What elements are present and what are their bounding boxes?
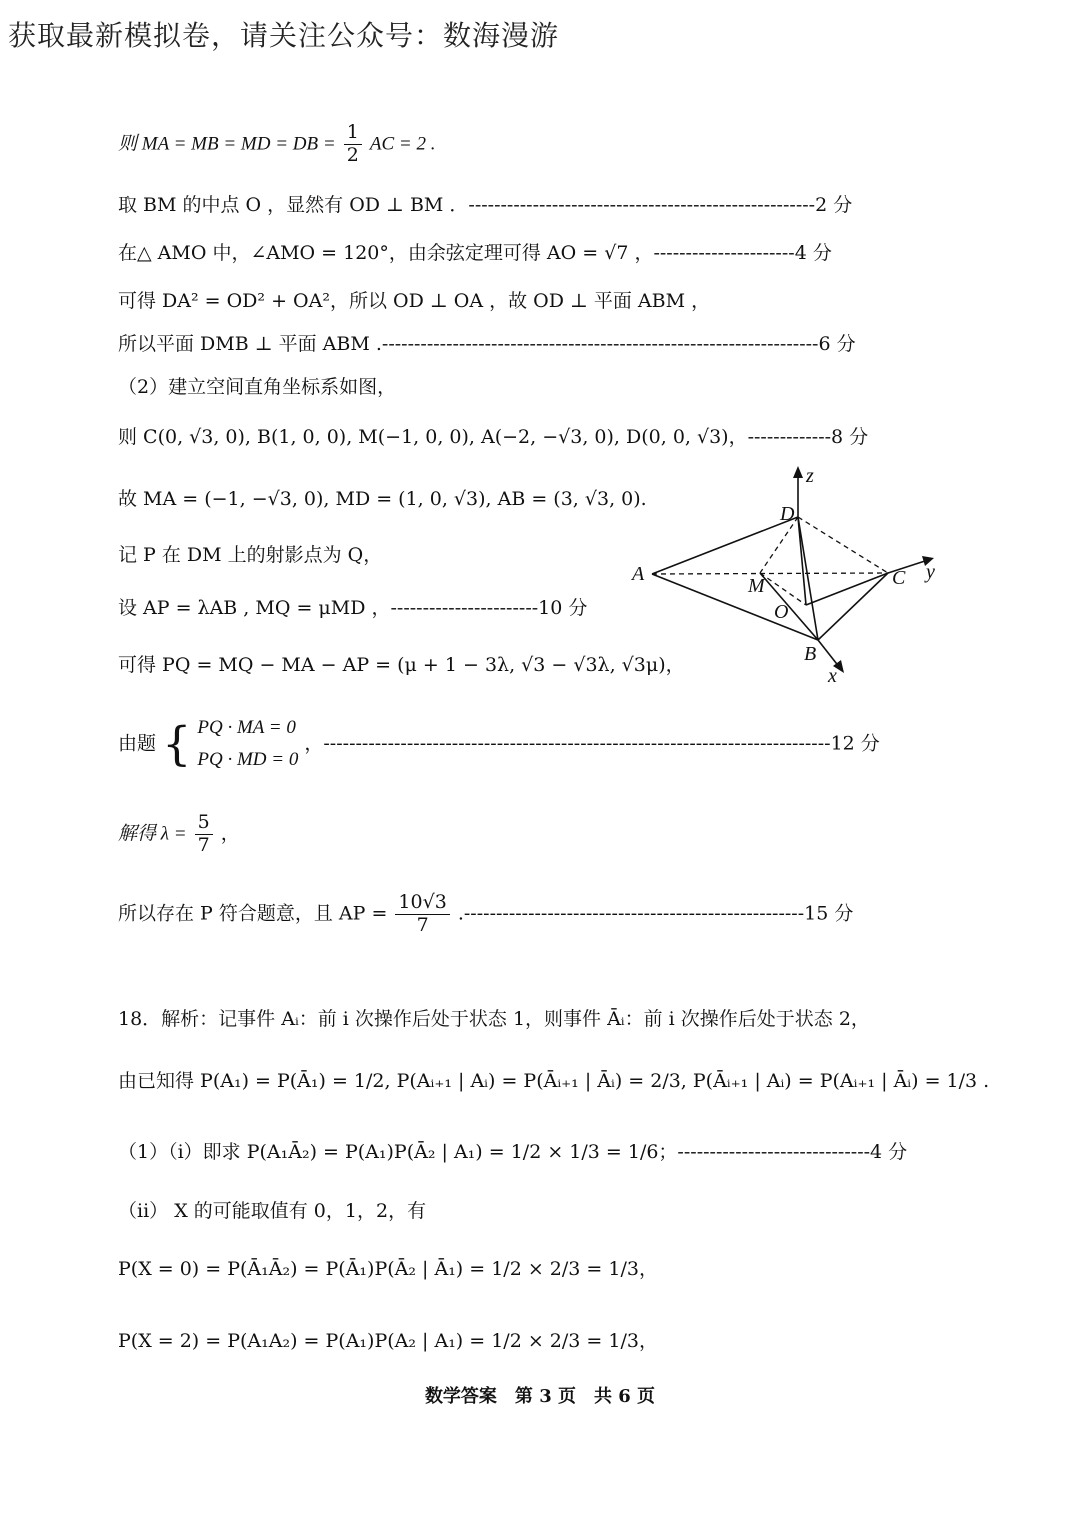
line-4: 可得 DA² = OD² + OA²，所以 OD ⊥ OA ，故 OD ⊥ 平面 ABM ，	[118, 290, 711, 312]
line-13: 解得 λ = $\frac{5}{7}$ ，	[118, 811, 240, 856]
fraction-half: $\frac{1}{2}$	[344, 122, 362, 167]
edge-DC	[798, 517, 888, 573]
edge-AC	[652, 573, 888, 574]
equation-system: PQ · MA = 0 PQ · MD = 0	[197, 717, 299, 771]
line-7: 则 C(0, √3, 0), B(1, 0, 0), M(−1, 0, 0), A(−2, −√3, 0), D(0, 0, √3)，-------------8 分	[118, 426, 869, 448]
label-D: D	[780, 503, 795, 525]
line-17: （1）（i）即求 P(A₁Ā₂) = P(A₁)P(Ā₂ | A₁) = 1/2 × 1/3 = 1/6；------------------------------4 分	[118, 1141, 908, 1163]
label-B: B	[804, 643, 817, 665]
line-14: 所以存在 P 符合题意，且 AP = $\frac{10√3}{7}$ .-----------------------------------------------------15 分	[118, 891, 854, 936]
line-3: 在△ AMO 中，∠AMO = 120°，由余弦定理可得 AO = √7 ，----------------------4 分	[118, 242, 832, 264]
line-15: 18．解析：记事件 Aᵢ：前 i 次操作后处于状态 1，则事件 Āᵢ：前 i 次操作后处于状态 2，	[118, 1008, 870, 1030]
line-19: P(X = 0) = P(Ā₁Ā₂) = P(Ā₁)P(Ā₂ | Ā₁) = 1/2 × 2/3 = 1/3，	[118, 1258, 658, 1280]
label-z: z	[806, 465, 814, 487]
line-18: （ii） X 的可能取值有 0，1，2，有	[118, 1200, 427, 1222]
line-11: 可得 PQ = MQ − MA − AP = (μ + 1 − 3λ, √3 − √3λ, √3μ)，	[118, 654, 685, 676]
line-2: 取 BM 的中点 O ，显然有 OD ⊥ BM ．------------------------------------------------------2 分	[118, 194, 853, 216]
system-brace: {	[162, 716, 192, 771]
line-20: P(X = 2) = P(A₁A₂) = P(A₁)P(A₂ | A₁) = 1/2 × 2/3 = 1/3，	[118, 1330, 658, 1352]
label-A: A	[632, 563, 645, 585]
edge-OC	[806, 573, 888, 605]
edge-AB	[652, 574, 818, 640]
line-1: 则 MA = MB = MD = DB = $\frac{1}{2}$ AC = 2 .	[118, 121, 436, 166]
line-9: 记 P 在 DM 上的射影点为 Q，	[118, 544, 383, 566]
edge-DM	[760, 517, 798, 573]
line-12: 由题 { PQ · MA = 0 PQ · MD = 0 ，-------------------------------------------------------------------------------12 分	[118, 712, 880, 777]
line-6: （2）建立空间直角坐标系如图，	[118, 376, 397, 398]
label-C: C	[892, 567, 906, 589]
edge-BC	[818, 573, 888, 640]
page-footer: 数学答案 第 3 页 共 6 页	[424, 1386, 656, 1407]
geometry-figure	[620, 460, 950, 690]
promo-header: 获取最新模拟卷，请关注公众号：数海漫游	[8, 19, 560, 52]
line-16: 由已知得 P(A₁) = P(Ā₁) = 1/2, P(Aᵢ₊₁ | Aᵢ) = P(Āᵢ₊₁ | Āᵢ) = 2/3, P(Āᵢ₊₁ | Aᵢ) = P(Aᵢ₊₁ | Āᵢ) = 1/3 .	[118, 1070, 990, 1092]
line-8: 故 MA = (−1, −√3, 0), MD = (1, 0, √3), AB = (3, √3, 0).	[118, 488, 647, 510]
edge-AD	[652, 517, 798, 574]
line-5: 所以平面 DMB ⊥ 平面 ABM .--------------------------------------------------------------------6 分	[118, 333, 856, 355]
label-y: y	[926, 561, 935, 583]
label-M: M	[748, 575, 765, 597]
line-10: 设 AP = λAB , MQ = μMD ，-----------------------10 分	[118, 597, 588, 619]
z-arrow	[793, 466, 803, 478]
label-O: O	[774, 601, 789, 623]
label-x: x	[828, 665, 837, 687]
